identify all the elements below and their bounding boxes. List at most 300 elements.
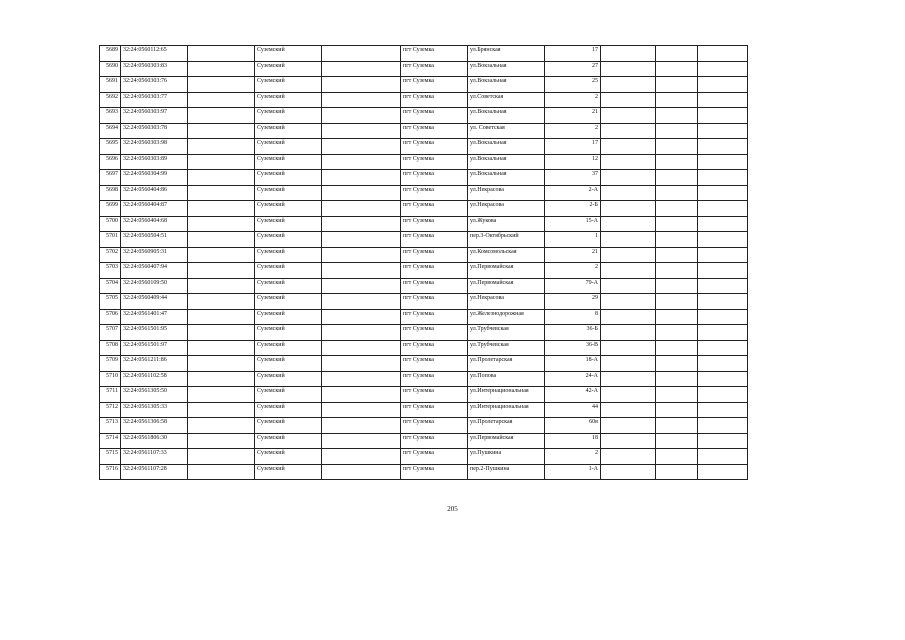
table-cell: ул.Интернациональная — [468, 387, 545, 403]
table-cell — [656, 402, 698, 418]
table-cell — [322, 402, 401, 418]
table-cell: Суземский — [255, 61, 322, 77]
table-row — [100, 263, 748, 279]
table-cell — [698, 278, 748, 294]
table-cell: 5692 — [100, 92, 121, 108]
table-cell: ул.Железнодорожная — [468, 309, 545, 325]
table-cell: 5712 — [100, 402, 121, 418]
table-cell — [601, 263, 656, 279]
table-cell: 25 — [545, 77, 601, 93]
table-cell — [656, 154, 698, 170]
table-cell — [188, 278, 255, 294]
table-cell — [698, 61, 748, 77]
table-cell — [698, 387, 748, 403]
table-cell: ул.Трубчевская — [468, 340, 545, 356]
table-cell: ул.Некрасова — [468, 185, 545, 201]
table-cell: ул.Комсомольская — [468, 247, 545, 263]
table-cell: Суземский — [255, 247, 322, 263]
table-cell: 15-А — [545, 216, 601, 232]
table-cell — [656, 325, 698, 341]
table-cell: 5715 — [100, 449, 121, 465]
table-cell: 32:24:0561102:58 — [121, 371, 188, 387]
table-cell: Суземский — [255, 46, 322, 62]
table-cell: 5701 — [100, 232, 121, 248]
table-cell: ул.Некрасова — [468, 201, 545, 217]
table-cell: 32:24:0560404:68 — [121, 216, 188, 232]
table-row — [100, 61, 748, 77]
table-cell — [698, 449, 748, 465]
table-cell: пгт Суземка — [401, 247, 468, 263]
table-cell: 32:24:0560504:51 — [121, 232, 188, 248]
table-cell: ул.Вокзальная — [468, 108, 545, 124]
table-cell — [188, 418, 255, 434]
table-cell — [698, 139, 748, 155]
table-cell: 32:24:0561501:95 — [121, 325, 188, 341]
table-cell — [656, 216, 698, 232]
table-cell: 21 — [545, 108, 601, 124]
table-cell: пгт Суземка — [401, 263, 468, 279]
table-cell: ул.Пролетарская — [468, 356, 545, 372]
table-cell: Суземский — [255, 387, 322, 403]
table-cell: пгт Суземка — [401, 356, 468, 372]
table-cell — [656, 232, 698, 248]
table-cell — [601, 247, 656, 263]
table-cell: пгт Суземка — [401, 464, 468, 480]
table-cell — [601, 294, 656, 310]
table-cell: ул.Пушкина — [468, 449, 545, 465]
table-cell: пгт Суземка — [401, 325, 468, 341]
table-cell: 5691 — [100, 77, 121, 93]
table-cell — [322, 216, 401, 232]
page-number: 205 — [447, 505, 458, 513]
table-row — [100, 418, 748, 434]
table-row — [100, 201, 748, 217]
table-cell — [656, 340, 698, 356]
table-cell: 5700 — [100, 216, 121, 232]
table-cell — [188, 61, 255, 77]
table-cell — [656, 309, 698, 325]
table-cell: ул.Вокзальная — [468, 61, 545, 77]
table-cell — [322, 371, 401, 387]
table-cell — [601, 108, 656, 124]
table-cell — [322, 433, 401, 449]
table-cell — [698, 340, 748, 356]
table-cell — [601, 92, 656, 108]
table-cell: 32:24:0560404:86 — [121, 185, 188, 201]
table-cell: 32:24:0560905:31 — [121, 247, 188, 263]
table-cell: 5707 — [100, 325, 121, 341]
table-cell: Суземский — [255, 278, 322, 294]
table-cell: пгт Суземка — [401, 170, 468, 186]
table-cell: 32:24:0560303:83 — [121, 61, 188, 77]
table-cell — [188, 325, 255, 341]
table-cell — [322, 154, 401, 170]
table-cell: ул.Первомайская — [468, 278, 545, 294]
table-cell — [322, 170, 401, 186]
table-cell — [601, 418, 656, 434]
table-cell: 32:24:0560112:65 — [121, 46, 188, 62]
table-cell — [698, 433, 748, 449]
table-cell — [698, 464, 748, 480]
table-cell: 5699 — [100, 201, 121, 217]
table-cell: 2 — [545, 123, 601, 139]
table-cell: 5696 — [100, 154, 121, 170]
table-cell: Суземский — [255, 325, 322, 341]
table-cell — [322, 449, 401, 465]
table-cell — [188, 449, 255, 465]
table-cell: 2-А — [545, 185, 601, 201]
table-cell — [322, 201, 401, 217]
register-table-wrapper — [99, 45, 748, 480]
table-cell: 5698 — [100, 185, 121, 201]
table-cell — [698, 371, 748, 387]
table-cell — [698, 402, 748, 418]
table-cell — [322, 139, 401, 155]
table-cell: 5705 — [100, 294, 121, 310]
table-cell — [698, 201, 748, 217]
table-cell: ул.Трубчевская — [468, 325, 545, 341]
table-cell — [322, 356, 401, 372]
table-cell — [322, 61, 401, 77]
table-cell: 5702 — [100, 247, 121, 263]
table-cell — [601, 325, 656, 341]
table-cell: пер.3-Октябрьский — [468, 232, 545, 248]
table-cell: 32:24:0561107:33 — [121, 449, 188, 465]
table-cell — [188, 402, 255, 418]
table-cell: 5697 — [100, 170, 121, 186]
table-cell: 32:24:0560303:89 — [121, 154, 188, 170]
table-cell: 32:24:0560304:99 — [121, 170, 188, 186]
table-cell — [698, 170, 748, 186]
table-cell — [188, 340, 255, 356]
table-cell: 5706 — [100, 309, 121, 325]
table-cell — [656, 356, 698, 372]
table-cell: 37 — [545, 170, 601, 186]
table-cell: ул.Пролетарская — [468, 418, 545, 434]
table-cell: 12 — [545, 154, 601, 170]
table-cell — [656, 433, 698, 449]
table-cell — [188, 201, 255, 217]
table-cell — [188, 92, 255, 108]
table-cell: Суземский — [255, 170, 322, 186]
table-cell: Суземский — [255, 464, 322, 480]
table-cell: Суземский — [255, 294, 322, 310]
table-cell — [188, 387, 255, 403]
table-cell — [601, 340, 656, 356]
table-cell — [188, 108, 255, 124]
table-cell: 32:24:0561305:33 — [121, 402, 188, 418]
table-cell: 18 — [545, 433, 601, 449]
table-cell: пгт Суземка — [401, 232, 468, 248]
table-cell: 24-А — [545, 371, 601, 387]
table-cell: 32:24:0561306:58 — [121, 418, 188, 434]
table-cell — [698, 46, 748, 62]
table-cell — [601, 278, 656, 294]
table-row — [100, 185, 748, 201]
table-cell: ул.Интернациональная — [468, 402, 545, 418]
table-cell — [656, 170, 698, 186]
table-cell: пгт Суземка — [401, 154, 468, 170]
table-cell — [601, 449, 656, 465]
table-cell: Суземский — [255, 77, 322, 93]
table-cell: 21 — [545, 247, 601, 263]
table-cell: 2-Б — [545, 201, 601, 217]
table-cell: Суземский — [255, 201, 322, 217]
table-cell: Суземский — [255, 92, 322, 108]
table-cell — [656, 247, 698, 263]
table-cell — [188, 170, 255, 186]
table-cell — [188, 464, 255, 480]
register-table-body — [100, 46, 748, 480]
table-cell — [656, 371, 698, 387]
table-cell: Суземский — [255, 356, 322, 372]
table-row — [100, 433, 748, 449]
table-cell — [188, 154, 255, 170]
table-cell: пгт Суземка — [401, 123, 468, 139]
table-cell: 5694 — [100, 123, 121, 139]
table-cell: пгт Суземка — [401, 371, 468, 387]
table-cell — [698, 263, 748, 279]
table-cell — [601, 61, 656, 77]
table-cell: 32:24:0561401:47 — [121, 309, 188, 325]
table-cell — [322, 247, 401, 263]
table-cell: 5693 — [100, 108, 121, 124]
table-cell — [601, 232, 656, 248]
table-cell: 32:24:0560409:44 — [121, 294, 188, 310]
table-cell: 44 — [545, 402, 601, 418]
table-cell: ул.Некрасова — [468, 294, 545, 310]
table-cell — [188, 46, 255, 62]
table-cell — [322, 92, 401, 108]
table-cell — [656, 77, 698, 93]
table-cell: пгт Суземка — [401, 433, 468, 449]
table-row — [100, 371, 748, 387]
table-cell: 5704 — [100, 278, 121, 294]
table-cell — [188, 232, 255, 248]
table-row — [100, 77, 748, 93]
table-cell: ул.Жукова — [468, 216, 545, 232]
table-cell: Суземский — [255, 433, 322, 449]
table-cell: ул.Вокзальная — [468, 77, 545, 93]
table-row — [100, 387, 748, 403]
table-cell: Суземский — [255, 418, 322, 434]
table-cell — [322, 185, 401, 201]
table-cell: пгт Суземка — [401, 418, 468, 434]
table-cell — [188, 263, 255, 279]
table-cell — [322, 464, 401, 480]
table-cell: пгт Суземка — [401, 77, 468, 93]
table-row — [100, 46, 748, 62]
table-cell: Суземский — [255, 309, 322, 325]
table-cell — [601, 123, 656, 139]
table-cell — [322, 418, 401, 434]
table-cell — [188, 216, 255, 232]
table-cell: 5690 — [100, 61, 121, 77]
table-cell — [601, 309, 656, 325]
table-cell — [601, 402, 656, 418]
table-cell — [601, 139, 656, 155]
table-cell: 5703 — [100, 263, 121, 279]
table-cell — [656, 108, 698, 124]
table-cell: 5709 — [100, 356, 121, 372]
table-cell: 5710 — [100, 371, 121, 387]
table-cell: 5716 — [100, 464, 121, 480]
table-cell: 29 — [545, 294, 601, 310]
table-cell — [698, 294, 748, 310]
table-cell — [698, 309, 748, 325]
table-row — [100, 108, 748, 124]
table-cell — [322, 232, 401, 248]
table-cell: 5708 — [100, 340, 121, 356]
table-row — [100, 449, 748, 465]
table-cell: пгт Суземка — [401, 278, 468, 294]
table-cell: 32:24:0561211:86 — [121, 356, 188, 372]
table-row — [100, 294, 748, 310]
table-cell: 5713 — [100, 418, 121, 434]
table-row — [100, 402, 748, 418]
table-cell — [188, 139, 255, 155]
table-cell: 42-А — [545, 387, 601, 403]
table-cell: 18-А — [545, 356, 601, 372]
table-cell: 32:24:0561305:50 — [121, 387, 188, 403]
table-row — [100, 123, 748, 139]
table-cell: пгт Суземка — [401, 309, 468, 325]
table-cell — [656, 449, 698, 465]
table-cell: Суземский — [255, 154, 322, 170]
table-cell: 2 — [545, 92, 601, 108]
table-cell: 8 — [545, 309, 601, 325]
table-cell: пгт Суземка — [401, 449, 468, 465]
table-row — [100, 278, 748, 294]
register-table — [99, 45, 748, 480]
table-cell — [601, 216, 656, 232]
table-cell — [698, 356, 748, 372]
table-cell — [322, 108, 401, 124]
table-cell — [322, 340, 401, 356]
table-row — [100, 170, 748, 186]
table-cell: 32:24:0560109:50 — [121, 278, 188, 294]
table-cell: ул.Вокзальная — [468, 170, 545, 186]
table-cell: 1 — [545, 232, 601, 248]
table-cell: 32:24:0561806:30 — [121, 433, 188, 449]
table-cell — [698, 123, 748, 139]
table-row — [100, 216, 748, 232]
table-cell: 36-Б — [545, 325, 601, 341]
table-cell — [656, 387, 698, 403]
table-cell: 32:24:0560303:76 — [121, 77, 188, 93]
table-cell — [601, 356, 656, 372]
table-cell: пгт Суземка — [401, 108, 468, 124]
table-cell: 32:24:0561501:97 — [121, 340, 188, 356]
table-row — [100, 154, 748, 170]
table-cell — [601, 464, 656, 480]
table-cell: ул.Брянская — [468, 46, 545, 62]
table-cell — [188, 433, 255, 449]
table-cell: пгт Суземка — [401, 387, 468, 403]
table-cell — [188, 123, 255, 139]
table-row — [100, 139, 748, 155]
table-cell — [601, 170, 656, 186]
table-row — [100, 464, 748, 480]
table-cell — [188, 77, 255, 93]
table-cell — [698, 92, 748, 108]
table-cell — [601, 154, 656, 170]
table-cell: пгт Суземка — [401, 402, 468, 418]
table-cell — [322, 77, 401, 93]
table-cell — [656, 46, 698, 62]
table-cell — [656, 139, 698, 155]
table-cell: пер.2-Пушкина — [468, 464, 545, 480]
table-cell — [656, 123, 698, 139]
table-cell: ул.Попова — [468, 371, 545, 387]
table-cell — [698, 108, 748, 124]
table-cell: пгт Суземка — [401, 46, 468, 62]
table-cell: Суземский — [255, 216, 322, 232]
table-cell — [322, 294, 401, 310]
table-cell — [601, 371, 656, 387]
table-cell: 2 — [545, 449, 601, 465]
table-cell — [698, 77, 748, 93]
table-cell: 5714 — [100, 433, 121, 449]
table-cell — [322, 263, 401, 279]
table-row — [100, 309, 748, 325]
table-cell — [698, 154, 748, 170]
table-cell: Суземский — [255, 340, 322, 356]
table-cell: Суземский — [255, 123, 322, 139]
table-row — [100, 92, 748, 108]
table-cell — [698, 216, 748, 232]
table-cell — [601, 77, 656, 93]
table-cell — [698, 418, 748, 434]
table-cell — [656, 92, 698, 108]
table-cell: Суземский — [255, 263, 322, 279]
table-row — [100, 325, 748, 341]
table-cell — [698, 185, 748, 201]
table-cell — [656, 464, 698, 480]
table-row — [100, 340, 748, 356]
table-cell — [322, 46, 401, 62]
table-cell: 32:24:0560303:98 — [121, 139, 188, 155]
table-cell — [698, 325, 748, 341]
table-cell: 60в — [545, 418, 601, 434]
table-cell — [656, 185, 698, 201]
table-cell — [322, 278, 401, 294]
table-cell: 17 — [545, 46, 601, 62]
table-cell: пгт Суземка — [401, 92, 468, 108]
table-cell: пгт Суземка — [401, 294, 468, 310]
table-cell — [188, 185, 255, 201]
table-cell — [656, 263, 698, 279]
table-cell: пгт Суземка — [401, 185, 468, 201]
table-cell — [322, 123, 401, 139]
table-cell — [698, 247, 748, 263]
table-cell — [601, 46, 656, 62]
table-cell: 5695 — [100, 139, 121, 155]
table-cell: 27 — [545, 61, 601, 77]
table-cell — [656, 61, 698, 77]
table-cell: ул.Первомайская — [468, 433, 545, 449]
table-cell — [656, 201, 698, 217]
table-cell — [188, 371, 255, 387]
table-cell: пгт Суземка — [401, 139, 468, 155]
table-cell: 5689 — [100, 46, 121, 62]
table-cell: Суземский — [255, 108, 322, 124]
table-cell — [656, 278, 698, 294]
table-cell — [188, 309, 255, 325]
table-row — [100, 247, 748, 263]
table-cell: 36-В — [545, 340, 601, 356]
table-cell — [656, 418, 698, 434]
